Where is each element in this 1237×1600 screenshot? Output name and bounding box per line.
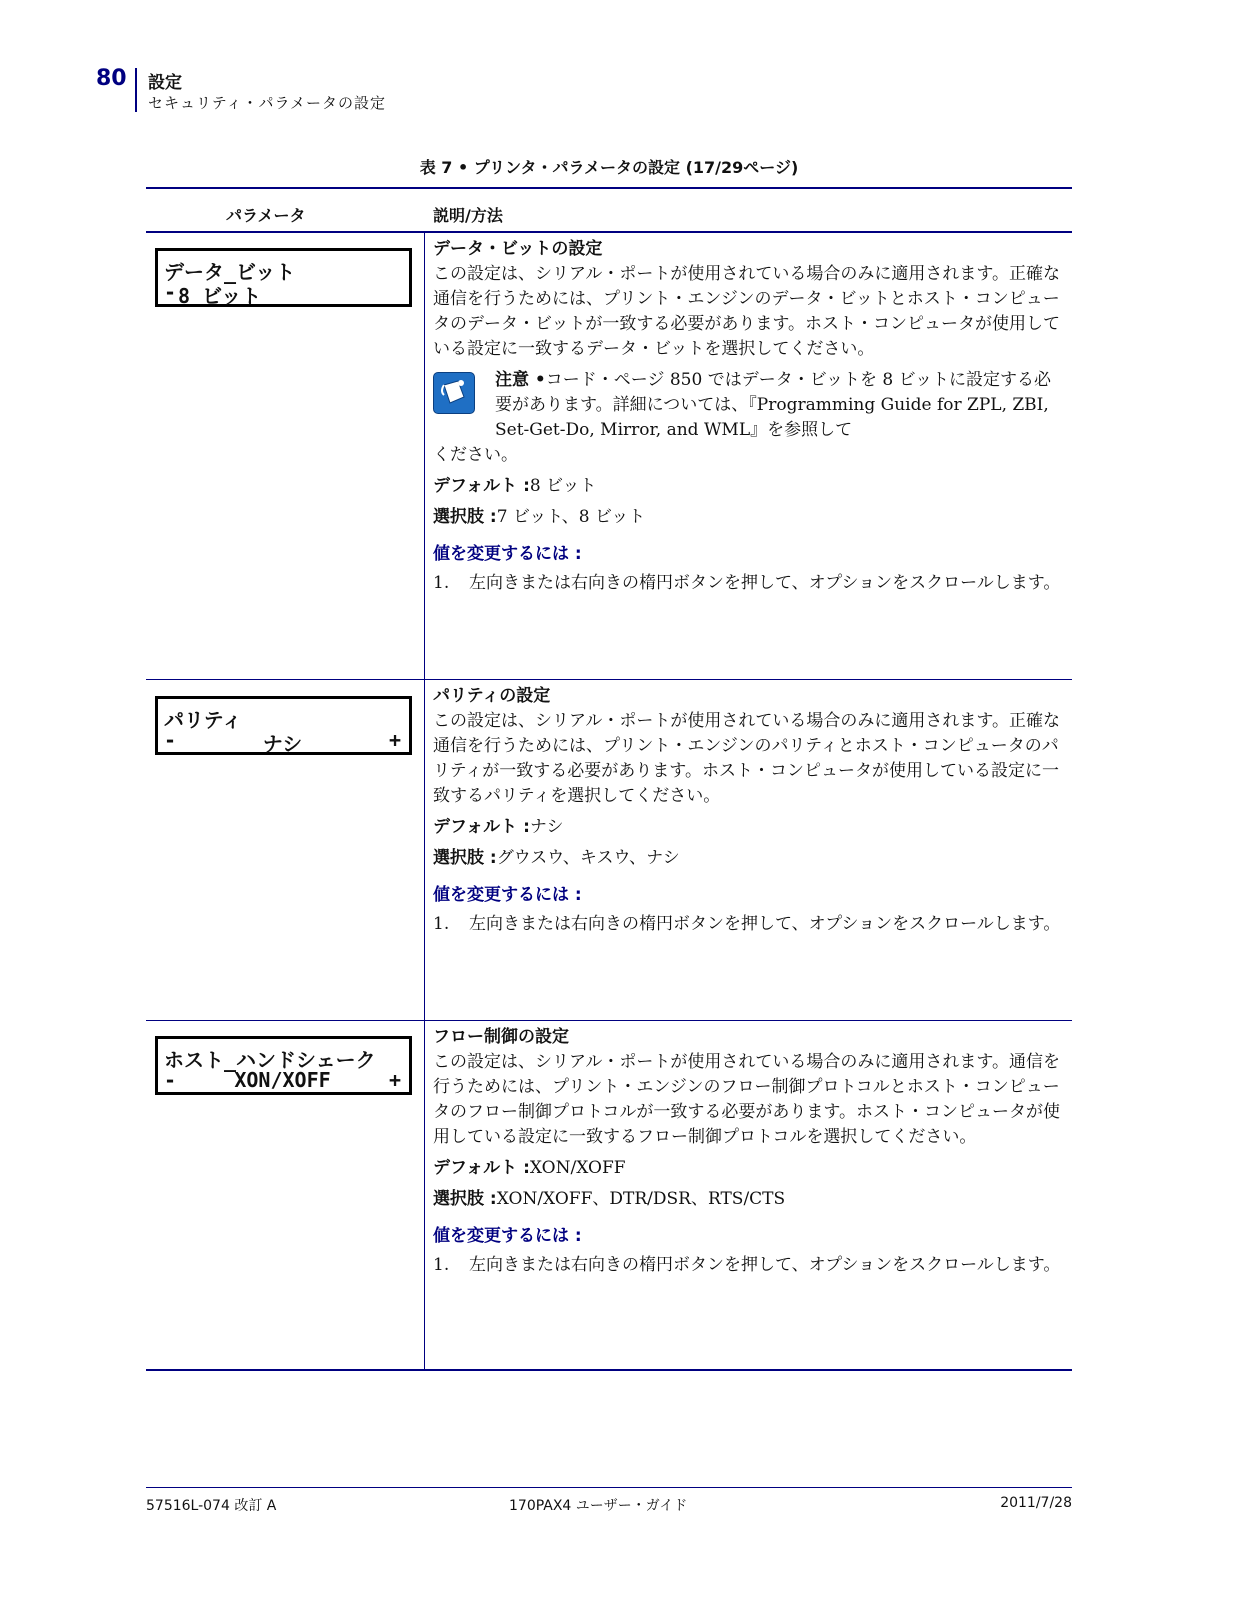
setting-title: データ・ビットの設定 <box>433 239 603 259</box>
default-value: 8 ビット <box>529 476 597 496</box>
description-flow-control <box>433 1025 1063 1278</box>
lcd-minus: - <box>164 728 177 752</box>
setting-title: フロー制御の設定 <box>433 1027 569 1047</box>
column-header-description: 説明/方法 <box>433 206 503 225</box>
lcd-display-handshake <box>155 1036 412 1095</box>
table-column-divider <box>424 233 425 1370</box>
procedure-heading: 値を変更するには : <box>433 544 582 564</box>
procedure-step <box>433 912 1063 937</box>
section-title: セキュリティ・パラメータの設定 <box>148 94 387 112</box>
lcd-value: XON/XOFF <box>234 1068 331 1092</box>
footer-guide-title: 170PAX4 ユーザー・ガイド <box>509 1498 688 1514</box>
row-divider <box>146 1020 1072 1021</box>
procedure-step <box>433 1253 1063 1278</box>
procedure-step <box>433 571 1063 596</box>
setting-body: この設定は、シリアル・ポートが使用されている場合のみに適用されます。正確な通信を行うためには、プリント・エンジンのパリティとホスト・コンピュータのパリティが一致する必要があります。ホスト・コンピュータが使用している設定に一致するパリティを選択してください。 <box>433 711 1060 806</box>
chapter-title: 設定 <box>148 73 182 93</box>
footer-date: 2011/7/28 <box>1000 1495 1072 1511</box>
note-icon <box>433 372 475 414</box>
step-number: 1. <box>433 1255 450 1275</box>
footer-doc-number: 57516L-074 改訂 A <box>146 1498 277 1514</box>
page-number: 80 <box>96 66 127 91</box>
default-value: ナシ <box>529 817 564 837</box>
default-value: XON/XOFF <box>529 1158 626 1178</box>
lcd-line-2 <box>164 728 401 756</box>
note-text: コード・ページ 850 ではデータ・ビットを 8 ビットに設定する必要があります。詳細については、『Programming Guide for ZPL, ZBI, Set-Get-Do, Mirror, and WML』を参照して <box>495 370 1051 440</box>
default-label: デフォルト : <box>433 1158 530 1178</box>
choices-label: 選択肢 : <box>433 848 497 868</box>
description-data-bits <box>433 237 1063 596</box>
setting-title: パリティの設定 <box>433 686 551 706</box>
lcd-line-1: パリティ <box>164 708 242 732</box>
lcd-minus: - <box>164 280 177 304</box>
setting-body: この設定は、シリアル・ポートが使用されている場合のみに適用されます。通信を行うためには、プリント・エンジンのフロー制御プロトコルとホスト・コンピュータのフロー制御プロトコルが一致する必要があります。ホスト・コンピュータが使用している設定に一致するフロー制御プロトコルを選択してください。 <box>433 1052 1060 1147</box>
choices-label: 選択肢 : <box>433 507 497 527</box>
lcd-display-parity <box>155 696 412 755</box>
note-block <box>433 368 1063 468</box>
description-parity <box>433 684 1063 937</box>
procedure-heading: 値を変更するには : <box>433 885 582 905</box>
choices-value: XON/XOFF、DTR/DSR、RTS/CTS <box>496 1189 786 1209</box>
lcd-line-2 <box>164 280 401 308</box>
step-text: 左向きまたは右向きの楕円ボタンを押して、オプションをスクロールします。 <box>469 573 1061 593</box>
lcd-value: 8 ビット <box>178 284 262 308</box>
choices-value: 7 ビット、8 ビット <box>496 507 646 527</box>
default-label: デフォルト : <box>433 476 530 496</box>
lcd-value: ナシ <box>262 732 303 756</box>
note-label: 注意 • <box>495 370 546 390</box>
footer-rule <box>146 1487 1072 1488</box>
procedure-heading: 値を変更するには : <box>433 1226 582 1246</box>
lcd-line-1: ホスト_ハンドシェーク <box>164 1048 376 1072</box>
step-text: 左向きまたは右向きの楕円ボタンを押して、オプションをスクロールします。 <box>469 1255 1061 1275</box>
step-number: 1. <box>433 573 450 593</box>
table-caption: 表 7 • プリンタ・パラメータの設定 (17/29ページ) <box>419 158 799 177</box>
row-divider <box>146 679 1072 680</box>
table-header-rule <box>146 231 1072 233</box>
lcd-plus: + <box>388 1068 401 1092</box>
table-top-rule <box>146 187 1072 189</box>
lcd-plus: + <box>388 728 401 752</box>
step-text: 左向きまたは右向きの楕円ボタンを押して、オプションをスクロールします。 <box>469 914 1061 934</box>
setting-body: この設定は、シリアル・ポートが使用されている場合のみに適用されます。正確な通信を行うためには、プリント・エンジンのデータ・ビットとホスト・コンピュータのデータ・ビットが一致する必要があります。ホスト・コンピュータが使用している設定に一致するデータ・ビットを選択してください。 <box>433 264 1060 359</box>
choices-value: グウスウ、キスウ、ナシ <box>496 848 680 868</box>
step-number: 1. <box>433 914 450 934</box>
lcd-line-1: データ_ビット <box>164 260 296 284</box>
table-bottom-rule <box>146 1369 1072 1371</box>
default-label: デフォルト : <box>433 817 530 837</box>
lcd-minus: - <box>164 1068 177 1092</box>
choices-label: 選択肢 : <box>433 1189 497 1209</box>
note-tail: ください。 <box>433 445 518 465</box>
lcd-line-2 <box>164 1068 401 1092</box>
column-header-display: パラメータ <box>226 206 306 225</box>
lcd-display-data-bits <box>155 248 412 307</box>
header-divider <box>135 68 137 112</box>
